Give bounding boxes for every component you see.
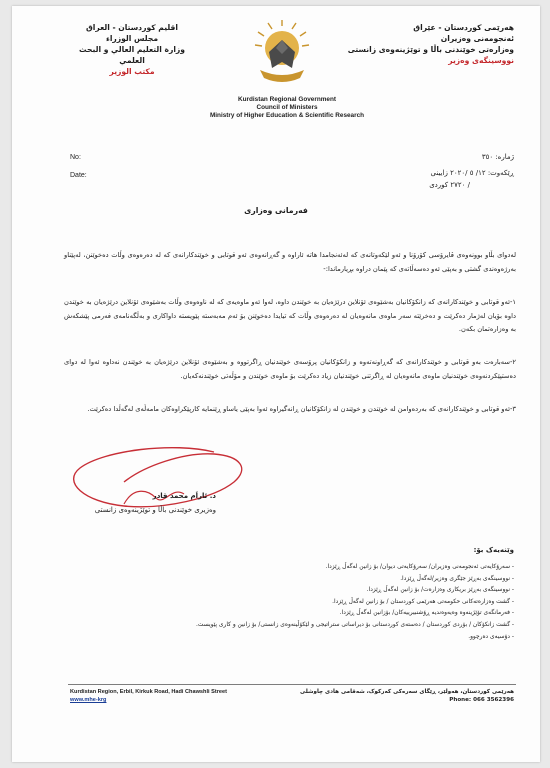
cc-item: - نووسینگەی بەڕێز بریکاری وەزارەت/ بۆ زانین لەگەڵ ڕێزدا. [154,585,514,597]
header-kurdish-ministry: وەزارەتی خوێندنی باڵا و توێژینەوەی زانستی [347,45,514,54]
header-english-ministry: Ministry of Higher Education & Scientific Research [209,112,365,119]
no-label: No: [70,154,81,161]
header-kurdish-office: نووسینگەی وەزیر [448,56,514,65]
signatory-title: وەزیری خوێندنی باڵا و توێژینەوەی زانستی [94,506,216,514]
header-arabic-council: مجلس الوزراء [105,34,159,43]
reference-number: ژمارە: ٣٥٠ [481,153,514,161]
handwritten-signature-icon [64,446,264,526]
footer-website-link[interactable]: www.mhe-krg [70,697,107,703]
paragraph-item-3: ٣-ئەو قوتابی و خوێندکارانەی کە بەردەوامن لە خوێندن و خوێندن لە زانکۆکانیان ڕانەگیراوە ئەوا بەپێی یاساو ڕێنمایە کارپێکراوەکان مامەڵەی لەگەڵدا دەکرێت. [87,405,516,413]
header-kurdish-region: هەرێمی کوردستان - عێراق [413,23,514,32]
paragraph-item-2: ٢-سەبارەت بەو قوتابی و خوێندکارانەی کە گەڕاونەتەوە و زانکۆکانیان پرۆسەی خوێندنیان ڕاگرتووە و بەشێوەی ئۆنلاین درێژەیان بە خوێندن نەداوە ئەوا لە دوای دەستپێکردنەوەی خوێندنیان ماوەی مانەوەیان لە ڕاگرتنی خوێندنیان زیاد دەکرێت بۆ ماوەی خوێندن و مۆڵەتی خوێندنەکەیان. [64,358,516,380]
paragraph-intro: لەدوای بڵاو بوونەوەی ڤایرۆسی کۆرۆنا و ئەو لێکەوتانەی کە لەئەنجامدا هاتە ئاراوە و گەڕانەوەی ئەو قوتابی و خوێندکارانەی کە لە دەرەوەی وڵات دەخوێنن، لەپێناو بەرژەوەندی گشتی و بەپێی ئەو دەسەڵاتەی کە پێمان دراوە بڕیارماندا:- [64,251,516,273]
footer-address-ku: هەرێمی کوردستان، هەولێر، ڕێگای سەرەکی کەرکوک، شەقامی هادی چاوشلی [300,689,514,695]
cc-item: - گشت وەزارەتەکانی حکومەتی هەرێمی کوردستان / بۆ زانین لەگەڵ ڕێزدا. [154,597,514,609]
cc-item: - فەرمانگەی تۆێژینەوە وەیەوەندیە ڕۆشنبیرییەکان/ بۆزانین لەگەڵ ڕێزدا. [154,608,514,620]
cc-list [154,562,514,643]
header-english-government: Kurdistan Regional Government [237,96,336,103]
header-arabic [72,22,192,77]
footer-phone: Phone: 066 3562396 [449,697,514,703]
cc-item: - سەرۆکایەتی ئەنجومەنی وەزیران/ سەرۆکایەتی دیوان/ بۆ زانین لەگەڵ ڕێزدا. [154,562,514,574]
cc-heading: وێنەیەک بۆ: [473,546,514,554]
reference-date-kurdish: / ٢٧٢٠ کوردی [429,181,470,189]
header-kurdish [344,22,514,66]
cc-item: - گشت زانکۆکان / بۆردی کوردستان / دەستەی کوردستانی بۆ دیراساتی ستراتیجی و لێکۆڵینەوەی زانستی/ بۆ زانین و کاری پێویست. [154,620,514,632]
header-arabic-office: مكتب الوزير [109,67,155,76]
cc-item: - دۆسیەی دەرچوو. [154,632,514,644]
header-english [132,96,442,120]
footer-english [70,688,227,704]
paragraph-item-1: ١-ئەو قوتابی و خوێندکارانەی کە زانکۆکانیان بەشێوەی ئۆنلاین درێژەیان بە خوێندن داوە، لەوا ئەو ماوەیەی کە لە ناوەوەی وڵات بەشێوەی ئۆنلاین درێژەیان بە خوێندن داوە بۆیان لەژمار دەکرێت و دەخرێتە سەر ماوەی مانەوەیان لە دەرەوەی وڵات کە تیایدا دەخوێنن بۆ ئەم مەبەستە پێویستە داواکاری و بەڵگەنامەی فەرمی پێشکەش بە وەزارەتمان بکەن. [64,298,516,333]
footer-divider [68,684,516,685]
header-english-council: Council of Ministers [256,104,318,111]
document-page [12,6,540,762]
header-arabic-ministry: وزارة التعليم العالي و البحث العلمي [78,45,186,65]
header-arabic-region: اقليم كوردستان - العراق [85,23,178,32]
document-title: فەرمانی وەزاری [244,206,308,215]
cc-item: - نووسینگەی بەڕێز جێگری وەزیر/لەگەڵ ڕێزدا. [154,574,514,586]
signatory-name: د. ئاراَم محمد قادر [152,492,216,500]
footer-address-en: Kurdistan Region, Erbil, Kirkuk Road, Hadi Chawshli Street [70,689,227,695]
footer-kurdish [300,688,514,704]
header-kurdish-council: ئەنجومەنی وەزیران [440,34,514,43]
krg-emblem-icon [252,18,312,94]
reference-date: ڕێکەوت: ١٢/ ٥ /٢٠٢٠ زایینی [430,169,514,177]
date-label: Date: [70,172,87,179]
